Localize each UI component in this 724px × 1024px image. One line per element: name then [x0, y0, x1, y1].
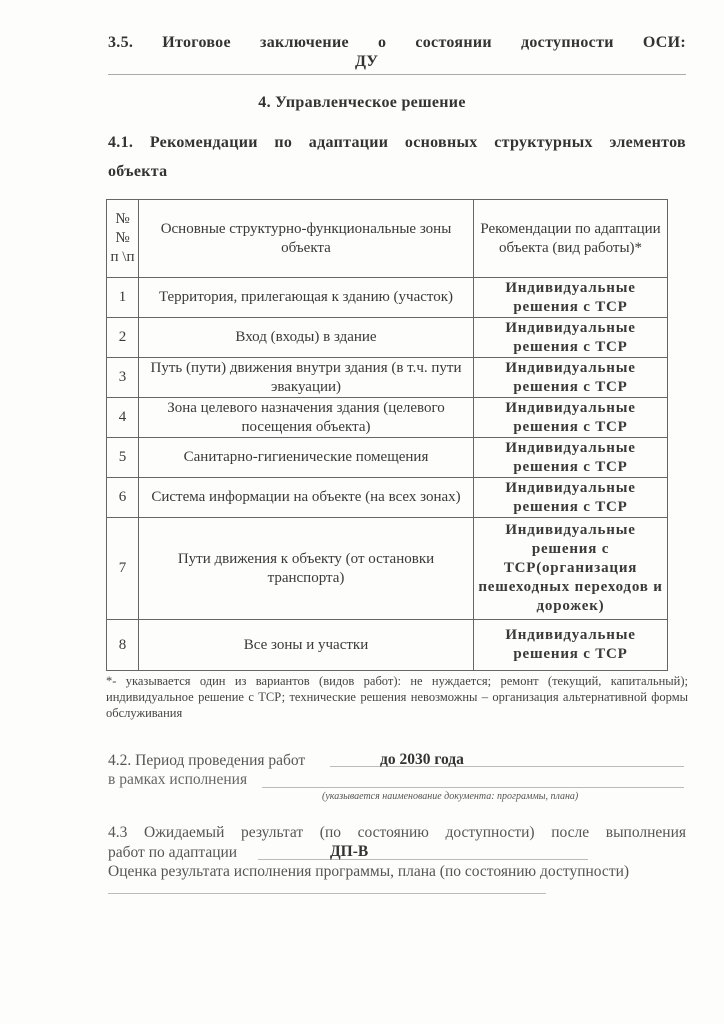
s41-word: элементов	[609, 134, 686, 151]
s41-word: по	[274, 134, 293, 151]
section-3-5-heading	[108, 34, 686, 52]
row-num: 1	[107, 278, 139, 318]
table-row	[107, 518, 668, 620]
row-zone: Все зоны и участки	[139, 620, 474, 671]
s41-word: адаптации	[308, 134, 389, 151]
s43-word: после	[551, 824, 590, 841]
row-rec: Индивидуальные решения с ТСР	[474, 278, 668, 318]
table-row	[107, 358, 668, 398]
row-rec: Индивидуальные решения с ТСР	[474, 318, 668, 358]
table-header-row	[107, 200, 668, 278]
table-footnote: *- указывается один из вариантов (видов работ): не нуждается; ремонт (текущий, капитальный); индивидуальное решение с ТСР; технические решения невозможны – организация альтернативной формы обслуживания	[106, 674, 688, 720]
s41-word: основных	[404, 134, 478, 151]
s43-word: состоянию	[357, 824, 429, 841]
header-zone: Основные структурно-функциональные зоны объекта	[139, 200, 474, 278]
table-row	[107, 278, 668, 318]
row-rec: Индивидуальные решения с ТСР(организация пешеходных переходов и дорожек)	[474, 518, 668, 620]
s43-word: доступности)	[445, 824, 535, 841]
s43-underline	[258, 859, 588, 860]
row-zone: Пути движения к объекту (от остановки транспорта)	[139, 518, 474, 620]
s43-line3: Оценка результата исполнения программы, плана (по состоянию доступности)	[108, 863, 630, 880]
s41-word: структурных	[494, 134, 593, 151]
row-zone: Территория, прилегающая к зданию (участок)	[139, 278, 474, 318]
s43-value: ДП-В	[330, 843, 369, 860]
row-rec: Индивидуальные решения с ТСР	[474, 478, 668, 518]
table-row	[107, 318, 668, 358]
header-num: № № п \п	[107, 200, 139, 278]
table-row	[107, 438, 668, 478]
s35-underline	[108, 54, 686, 75]
row-rec: Индивидуальные решения с ТСР	[474, 358, 668, 398]
s41-word: Рекомендации	[149, 134, 258, 151]
s35-value: ДУ	[355, 53, 378, 70]
row-rec: Индивидуальные решения с ТСР	[474, 398, 668, 438]
s41-line2: объекта	[108, 163, 168, 180]
row-zone: Зона целевого назначения здания (целевого посещения объекта)	[139, 398, 474, 438]
table-row	[107, 620, 668, 671]
table-row	[107, 398, 668, 438]
s43-word: Ожидаемый	[144, 824, 225, 841]
row-num: 8	[107, 620, 139, 671]
s41-word: 4.1.	[108, 134, 134, 151]
s35-word: Итоговое	[162, 34, 231, 51]
s43-line2-label: работ по адаптации	[108, 844, 238, 861]
section-4-3-line1	[108, 824, 686, 842]
s43-word: выполнения	[605, 824, 686, 841]
s35-word: доступности	[520, 34, 614, 51]
s42-label: 4.2. Период проведения работ	[108, 752, 306, 769]
row-num: 6	[107, 478, 139, 518]
row-num: 5	[107, 438, 139, 478]
row-zone: Санитарно-гигиенические помещения	[139, 438, 474, 478]
s35-word: 3.5.	[108, 34, 134, 51]
s42-within-label: в рамках исполнения	[108, 771, 248, 788]
row-zone: Вход (входы) в здание	[139, 318, 474, 358]
s35-word: ОСИ:	[642, 34, 686, 51]
header-rec: Рекомендации по адаптации объекта (вид работы)*	[474, 200, 668, 278]
s35-word: о	[377, 34, 387, 51]
table-row	[107, 478, 668, 518]
row-rec: Индивидуальные решения с ТСР	[474, 620, 668, 671]
s43-word: (по	[319, 824, 342, 841]
s35-word: заключение	[259, 34, 349, 51]
s42-hint: (указывается наименование документа: программы, плана)	[322, 791, 579, 802]
row-zone: Путь (пути) движения внутри здания (в т.ч. пути эвакуации)	[139, 358, 474, 398]
row-rec: Индивидуальные решения с ТСР	[474, 438, 668, 478]
s43-word: 4.3	[108, 824, 128, 841]
recommendations-table	[106, 199, 668, 671]
section-4-title: 4. Управленческое решение	[258, 94, 466, 111]
row-num: 7	[107, 518, 139, 620]
row-num: 3	[107, 358, 139, 398]
s43-word: результат	[241, 824, 304, 841]
row-zone: Система информации на объекте (на всех зонах)	[139, 478, 474, 518]
row-num: 4	[107, 398, 139, 438]
s35-word: состоянии	[415, 34, 492, 51]
section-4-1-heading	[108, 134, 686, 152]
s42-value: до 2030 года	[380, 751, 464, 768]
row-num: 2	[107, 318, 139, 358]
s42-within-underline	[262, 787, 684, 788]
s43-underline-2	[108, 893, 546, 894]
